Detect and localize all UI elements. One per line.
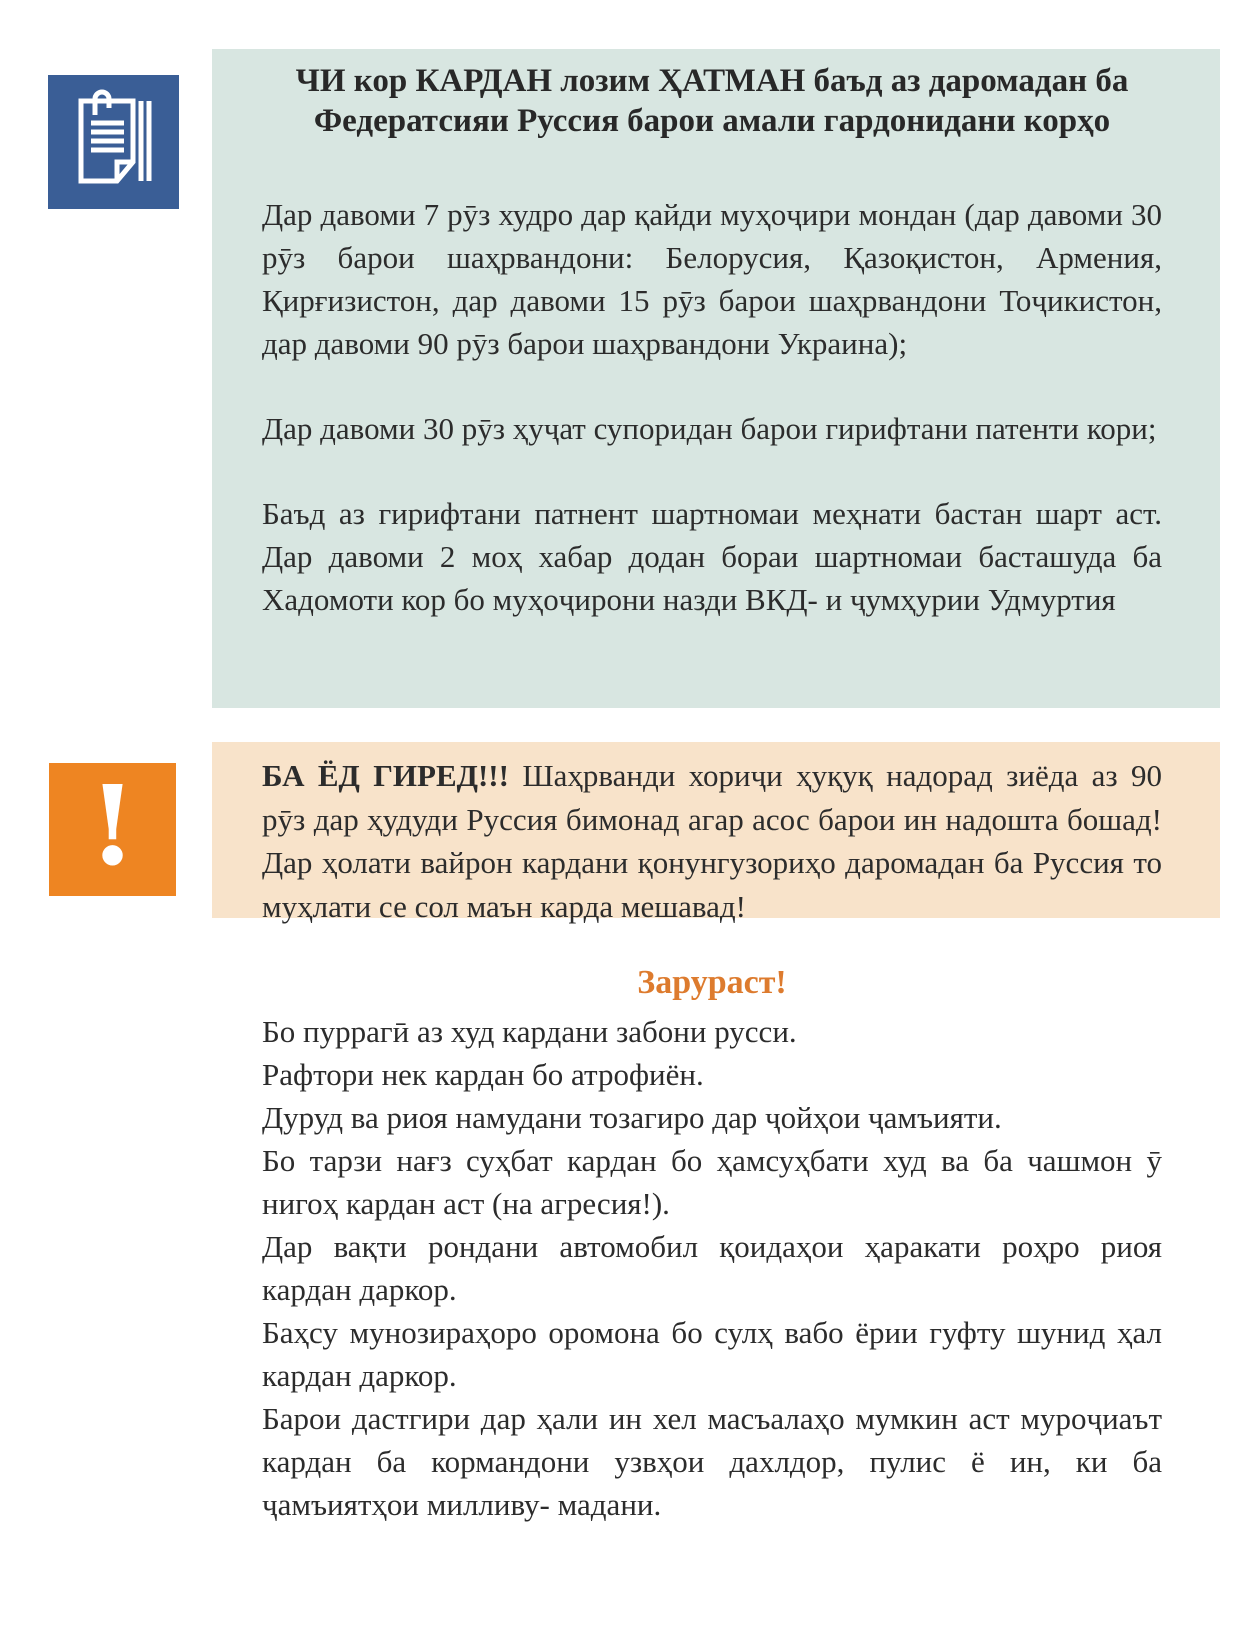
notepad-paperclip-icon — [48, 75, 179, 209]
info-panel — [212, 49, 1220, 708]
requirement-item: Дуруд ва риоя намудани тозагиро дар ҷойҳои ҷамъияти. — [262, 1100, 1002, 1135]
requirement-item: Баҳсу мунозираҳоро оромона бо сулҳ вабо ёрии гуфту шунид ҳал кардан даркор. — [262, 1315, 1162, 1393]
info-paragraph-patent: Дар давоми 30 рӯз ҳуҷат супоридан барои гирифтани патенти кори; — [262, 411, 1157, 446]
document-icon-tile — [48, 75, 179, 209]
requirement-item: Бо тарзи нағз суҳбат кардан бо ҳамсуҳбати худ ва ба чашмон ӯ нигоҳ кардан аст (на агресия!). — [262, 1143, 1162, 1221]
info-heading-line-2: Федератсияи Руссия барои амали гардонидани корҳо — [313, 103, 1111, 139]
exclamation-icon: ! — [88, 760, 137, 890]
alert-icon-tile — [49, 760, 176, 896]
requirement-item: Дар вақти рондани автомобил қоидаҳои ҳаракати роҳро риоя кардан даркор. — [262, 1229, 1162, 1307]
info-heading-line-1: ЧИ кор КАРДАН лозим ҲАТМАН баъд аз даромадан ба — [295, 63, 1129, 99]
requirement-item: Барои дастгири дар ҳали ин хел масъалаҳо мумкин аст муроҷиаът кардан ба кормандони узвҳои дахлдор, пулис ё ин, ки ба ҷамъиятҳои милливу- мадани. — [262, 1401, 1162, 1522]
requirements-section — [262, 1010, 1162, 1526]
alert-lead: БА ЁД ГИРЕД!!! — [262, 758, 523, 793]
alert-body: Шаҳрванди хориҷи ҳуқуқ надорад зиёда аз 90 рӯз дар ҳудуди Руссия бимонад агар асос барои ин надошта бошад! Дар ҳолати вайрон кардани қонунгузориҳо даромадан ба Руссия то муҳлати се сол маън карда мешавад! — [262, 758, 1162, 924]
info-panel-heading — [262, 61, 1162, 141]
info-paragraph-contract: Баъд аз гирифтани патнент шартномаи меҳнати бастан шарт аст. Дар давоми 2 моҳ хабар додан бораи шартномаи басташуда ба Хадомоти кор бо муҳоҷирони назди ВКД- и ҷумҳурии Удмуртия — [262, 496, 1162, 617]
requirements-heading: Зарураст! — [637, 964, 787, 1001]
alert-paragraph — [262, 754, 1162, 928]
info-paragraph-registration: Дар давоми 7 рӯз худро дар қайди муҳоҷири мондан (дар давоми 30 рӯз барои шаҳрвандони: Белорусия, Қазоқистон, Армения, Қирғизистон, дар давоми 15 рӯз барои шаҳрвандони Тоҷикистон, дар давоми 90 рӯз барои шаҳрвандони Украина); — [262, 197, 1162, 361]
requirement-item: Бо пуррагӣ аз худ кардани забони русси. — [262, 1014, 797, 1049]
requirement-item: Рафтори нек кардан бо атрофиён. — [262, 1057, 704, 1092]
alert-panel — [212, 742, 1220, 924]
